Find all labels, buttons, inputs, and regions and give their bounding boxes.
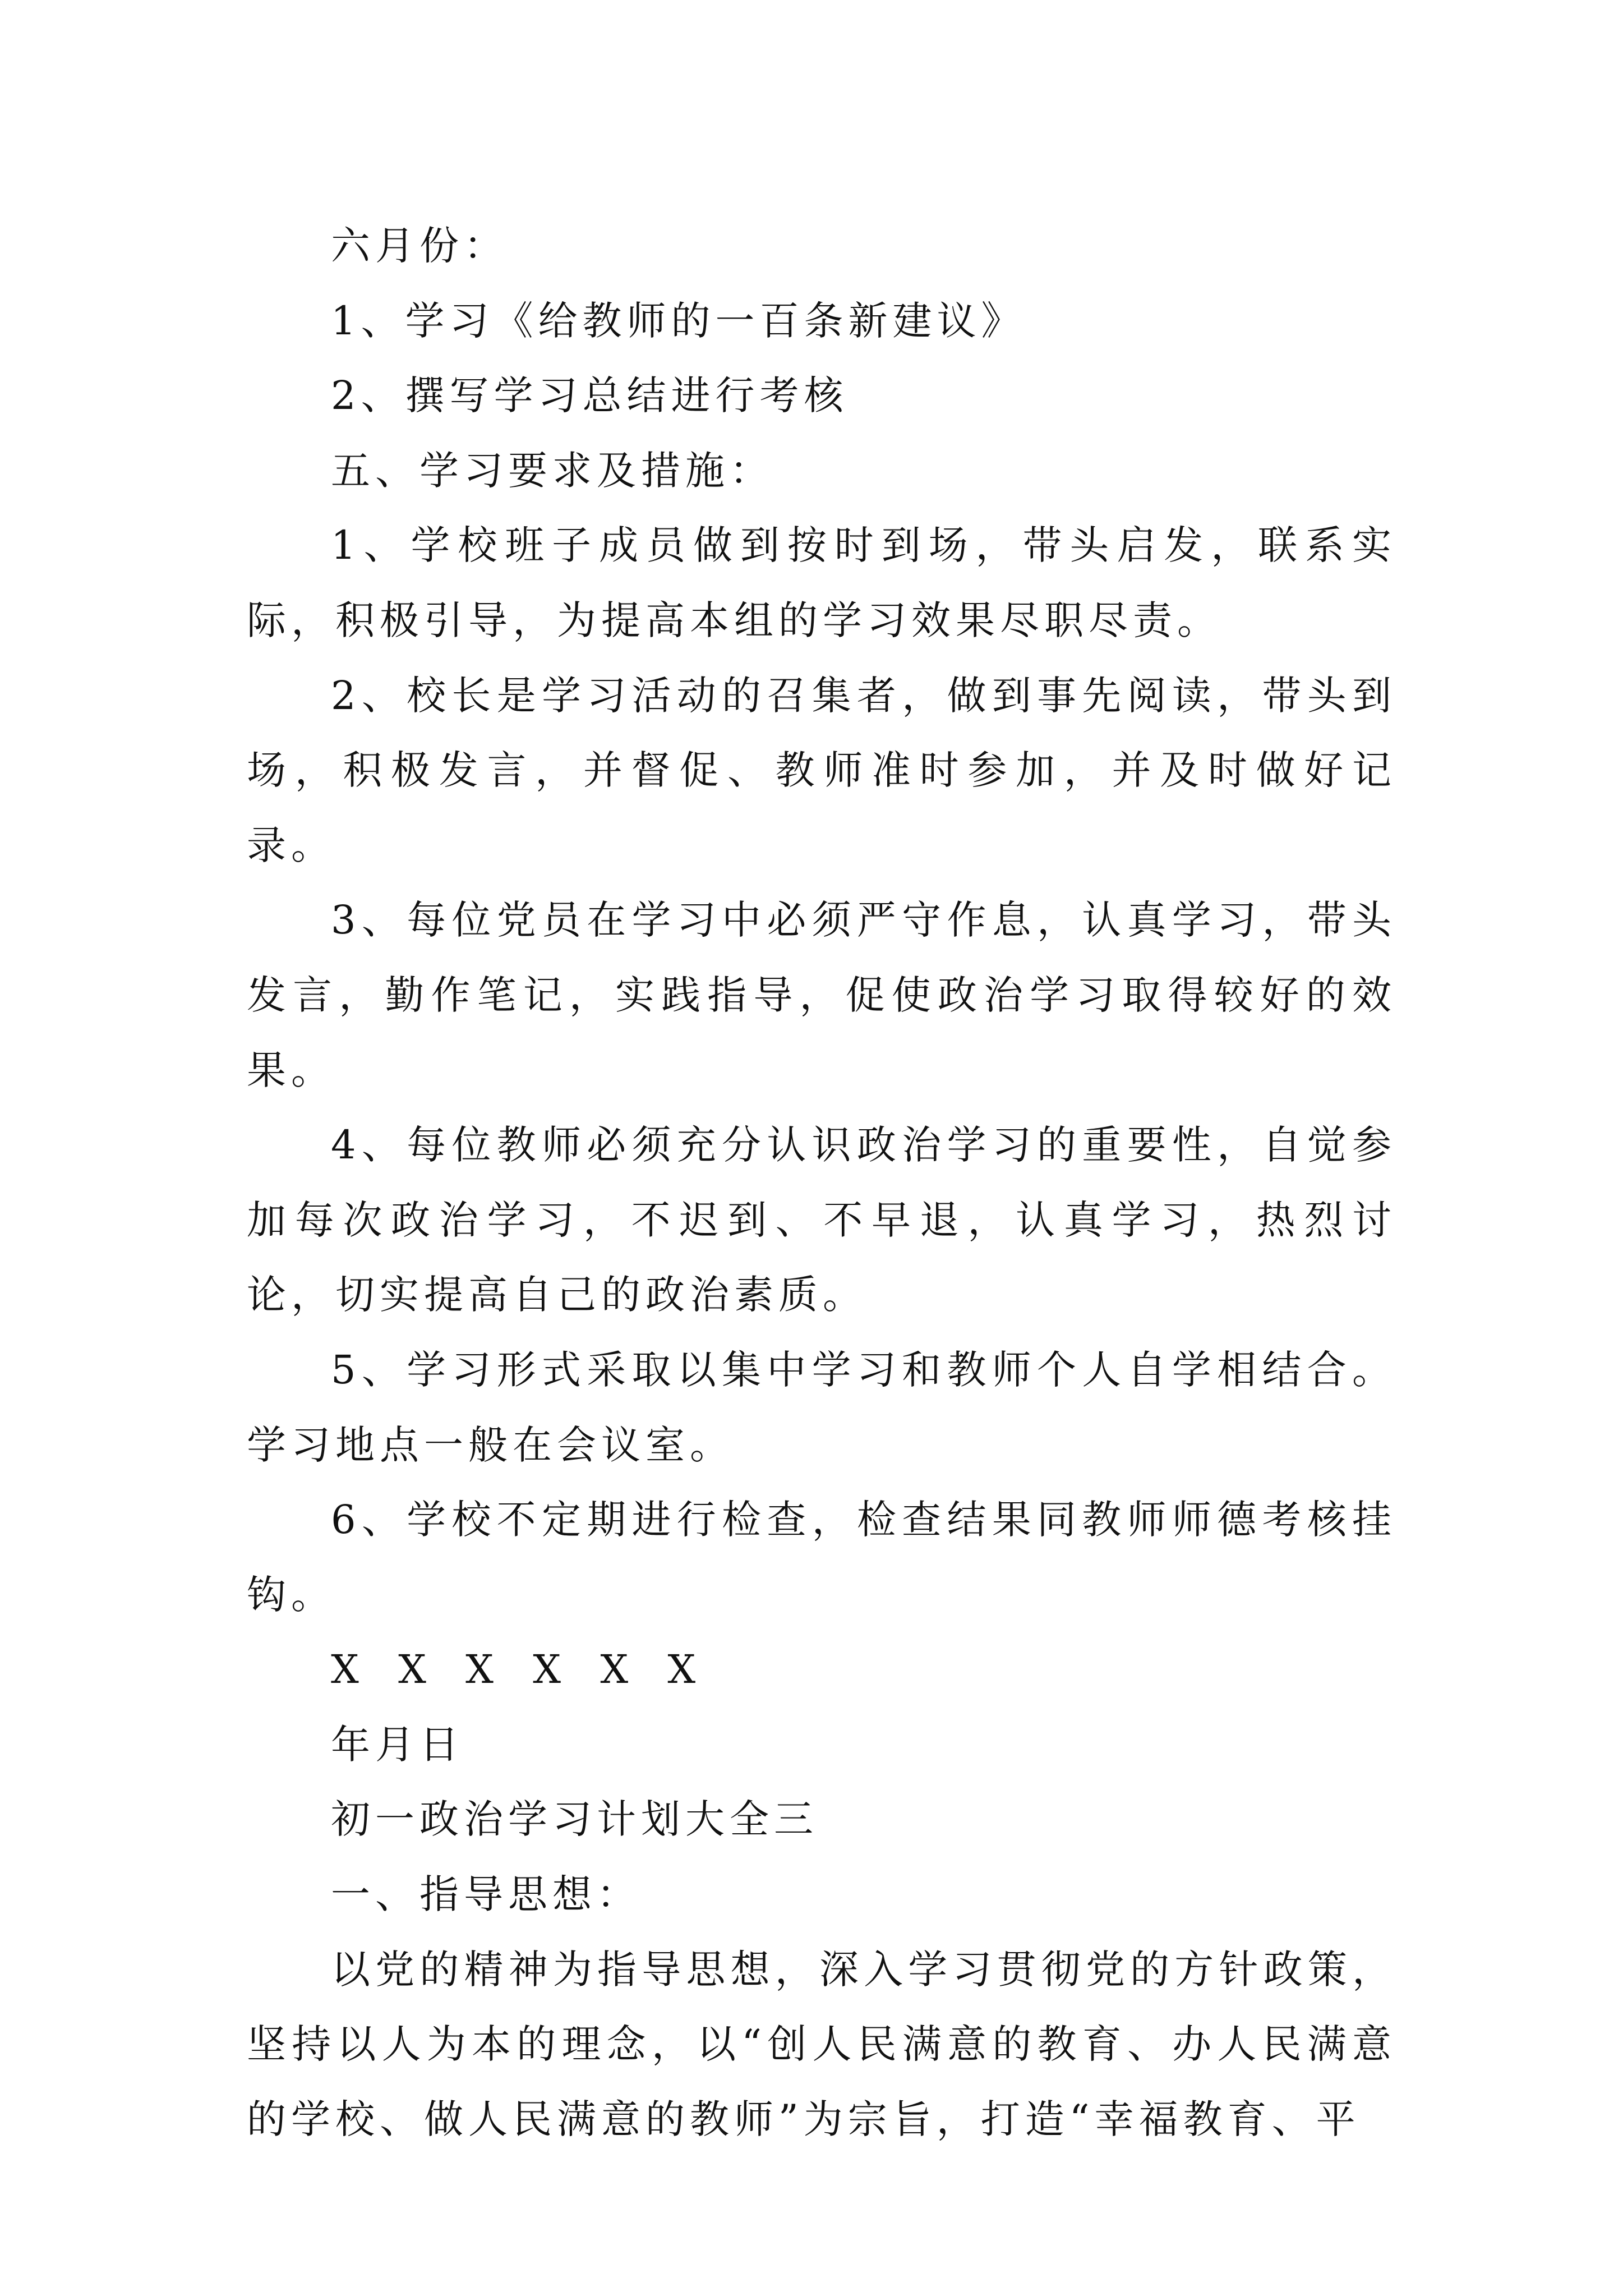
paragraph-item: 2、撰写学习总结进行考核	[331, 372, 849, 419]
paragraph-signature: X X X X X X	[331, 1646, 709, 1693]
paragraph-item: 5、学习形式采取以集中学习和教师个人自学相结合。学习地点一般在会议室。	[247, 1346, 1396, 1468]
document-body	[247, 209, 1396, 2157]
paragraph-item: 4、每位教师必须充分认识政治学习的重要性，自觉参加每次政治学习，不迟到、不早退，认真学习，热烈讨论，切实提高自己的政治素质。	[247, 1122, 1396, 1318]
paragraph-item: 1、学习《给教师的一百条新建议》	[331, 297, 1026, 344]
paragraph-section-heading: 一、指导思想：	[331, 1871, 641, 1918]
paragraph-item: 6、学校不定期进行检查，检查结果同教师师德考核挂钩。	[247, 1497, 1396, 1618]
paragraph-body: 以党的精神为指导思想，深入学习贯彻党的方针政策，坚持以人为本的理念，以“创人民满意的教育、办人民满意的学校、做人民满意的教师”为宗旨，打造“幸福教育、平	[247, 1946, 1396, 2142]
paragraph-item: 1、学校班子成员做到按时到场，带头启发，联系实际，积极引导，为提高本组的学习效果尽职尽责。	[247, 522, 1396, 643]
paragraph-item: 2、校长是学习活动的召集者，做到事先阅读，带头到场，积极发言，并督促、教师准时参加，并及时做好记录。	[247, 672, 1396, 868]
paragraph-section-heading: 五、学习要求及措施：	[331, 447, 774, 494]
paragraph-document-title: 初一政治学习计划大全三	[331, 1796, 818, 1843]
paragraph-item: 3、每位党员在学习中必须严守作息，认真学习，带头发言，勤作笔记，实践指导，促使政治学习取得较好的效果。	[247, 897, 1396, 1093]
paragraph-date: 年月日	[331, 1721, 464, 1768]
paragraph-month-heading: 六月份：	[331, 223, 508, 269]
